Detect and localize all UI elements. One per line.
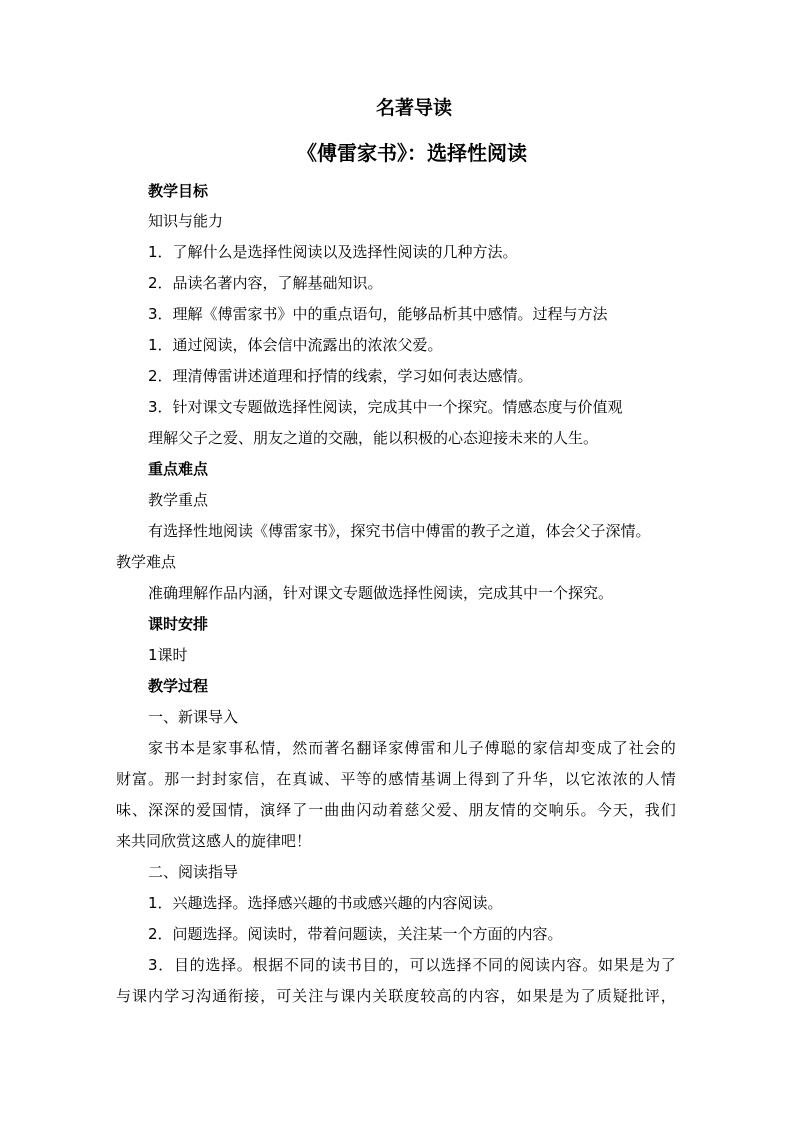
- goal-item: 1．了解什么是选择性阅读以及选择性阅读的几种方法。: [148, 243, 518, 261]
- intro-paragraph-line: 味、深深的爱国情，演绎了一曲曲闪动着慈父爱、朋友情的交响乐。今天，我们: [116, 801, 676, 819]
- key-text: 有选择性地阅读《傅雷家书》，探究书信中傅雷的教子之道，体会父子深情。: [148, 522, 651, 540]
- intro-paragraph-line: 家书本是家事私情，然而著名翻译家傅雷和儿子傅聪的家信却变成了社会的: [148, 739, 676, 757]
- guide-item-continued: 与课内学习沟通衔接，可关注与课内关联度较高的内容，如果是为了质疑批评，: [116, 987, 676, 1005]
- time-text: 1课时: [148, 646, 188, 664]
- doc-subtitle: 《傅雷家书》：选择性阅读: [297, 141, 527, 165]
- process-item: 3．针对课文专题做选择性阅读，完成其中一个探究。情感态度与价值观: [148, 398, 623, 416]
- attitude-text: 理解父子之爱、朋友之道的交融，能以积极的心态迎接未来的人生。: [148, 429, 599, 447]
- section-heading-time: 课时安排: [148, 615, 209, 633]
- goal-item: 2．品读名著内容，了解基础知识。: [148, 274, 383, 292]
- guide-item: 3．目的选择。根据不同的读书目的，可以选择不同的阅读内容。如果是为了: [148, 956, 676, 974]
- intro-paragraph-line: 财富。那一封封家信，在真诚、平等的感情基调上得到了升华，以它浓浓的人情: [116, 770, 676, 788]
- section-heading-goals: 教学目标: [148, 182, 209, 200]
- process-item: 2．理清傅雷讲述道理和抒情的线索，学习如何表达感情。: [148, 367, 533, 385]
- guide-item: 1．兴趣选择。选择感兴趣的书或感兴趣的内容阅读。: [148, 894, 503, 912]
- difficulty-text: 准确理解作品内涵，针对课文专题做选择性阅读，完成其中一个探究。: [148, 584, 614, 602]
- section-heading-process: 教学过程: [148, 677, 209, 695]
- doc-title: 名著导读: [376, 97, 453, 119]
- guide-item: 2．问题选择。阅读时，带着问题读，关注某一个方面的内容。: [148, 925, 563, 943]
- subheading-key: 教学重点: [148, 491, 209, 509]
- section-heading-key: 重点难点: [148, 460, 209, 478]
- intro-paragraph-line: 来共同欣赏这感人的旋律吧！: [116, 832, 312, 850]
- step-heading: 一、新课导入: [148, 708, 239, 726]
- process-item: 1．通过阅读，体会信中流露出的浓浓父爱。: [148, 336, 443, 354]
- step-heading: 二、阅读指导: [148, 863, 239, 881]
- subheading-knowledge: 知识与能力: [148, 212, 224, 230]
- goal-item: 3．理解《傅雷家书》中的重点语句，能够品析其中感情。过程与方法: [148, 305, 608, 323]
- subheading-difficulty: 教学难点: [116, 553, 177, 571]
